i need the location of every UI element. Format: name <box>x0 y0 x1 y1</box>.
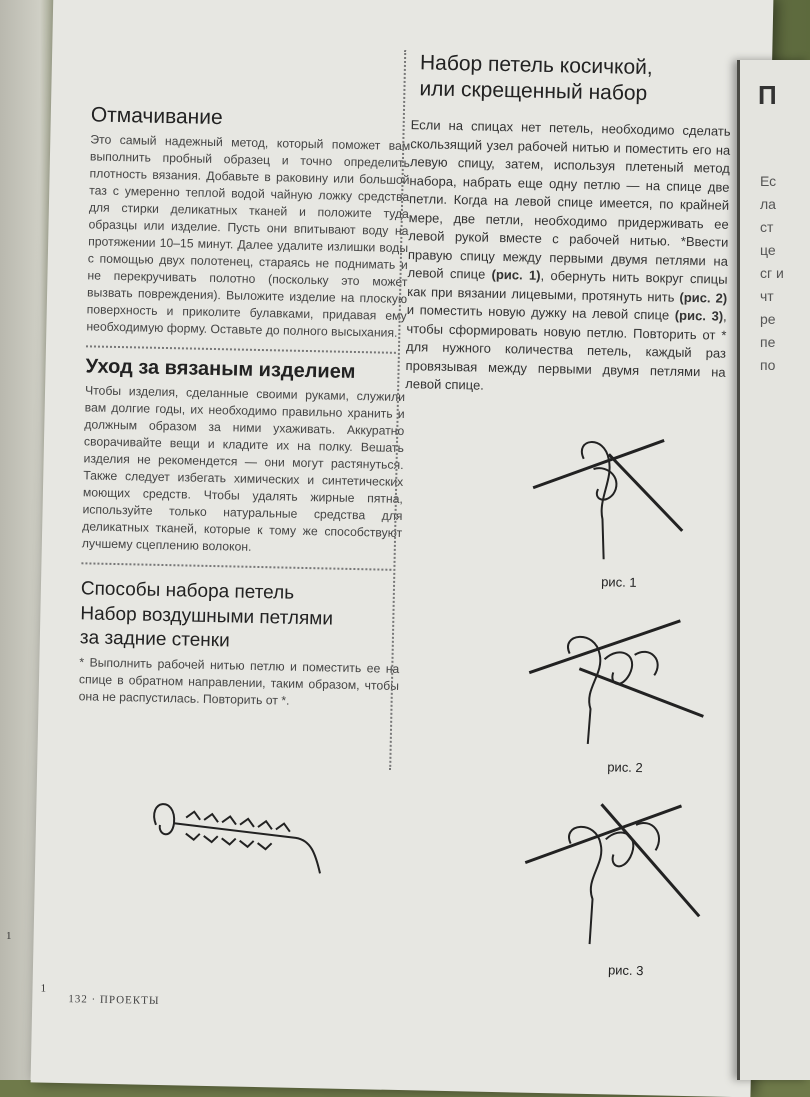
margin-mark: 1 <box>40 982 47 995</box>
margin-mark: 1 <box>6 930 12 942</box>
figure-2-illustration <box>508 612 721 756</box>
paragraph-part-c: и поместить новую дужку на левой спице <box>406 302 675 323</box>
paragraph-otmachivanie: Это самый надежный метод, который поможет вам выполнить пробный образец и точно определить плотность вязания. Добавьте в раковину или большой таз с умеренно теплой водой чайную ложку средства для стирки деликатных тканей и положите туда образцы или изделие. Пусть они впитывают воду на протяжении 10–15 минут. Далее удалите излишки воды с помощью двух полотенец, стараясь не поднимать и не перекручивать полотно (поскольку это может вызвать повреждения). Выложите изделие на плоскую поверхность и приколите булавками, придавая ему необходимую форму. Оставьте до полного высыхания. <box>86 132 411 340</box>
figure-1-caption: рис. 1 <box>601 574 637 590</box>
paragraph-kosichkoy <box>405 116 731 400</box>
next-page-text-fragment: Ес ла ст це сг и чт ре пе по <box>760 173 784 373</box>
paragraph-part-d: , чтобы сформировать новую петлю. Повторить от * для нужного количества петель, каждый раз провязывая между первыми двумя петлями на левой спице. <box>405 308 727 393</box>
next-page-edge <box>737 60 810 1080</box>
figure-ref-3: (рис. 3) <box>674 307 724 324</box>
page-footer <box>68 993 159 1007</box>
figure-3-caption: рис. 3 <box>607 962 644 979</box>
paragraph-vozdushnymi: * Выполнить рабочей нитью петлю и поместить ее на спице в обратном направлении, таким образом, чтобы она не распустилась. Повторить от *. <box>78 655 400 708</box>
subheading-line-2: за задние стенки <box>79 627 230 652</box>
page-number: 132 <box>68 993 88 1006</box>
dotted-divider <box>81 562 391 570</box>
figure-ref-2: (рис. 2) <box>679 289 728 306</box>
footer-separator: · <box>91 993 97 1006</box>
heading-uhod: Уход за вязаным изделием <box>85 355 356 383</box>
figure-3-illustration <box>503 792 716 956</box>
figure-ref-1: (рис. 1) <box>491 266 541 283</box>
footer-section: ПРОЕКТЫ <box>99 993 160 1008</box>
heading-line-2: или скрещенный набор <box>419 77 648 106</box>
paragraph-part-a: Если на спицах нет петель, необходимо сделать скользящий узел рабочей нитью и поместить его на левую спицу, затем, используя плетеный метод набора, набрать еще одну петлю — на спице две петли. Когда на левой спице имеется, по крайней мере, две петли, необходимо придерживать ее левой рукой вместе с рабочей нитью. *Ввести правую спицу между первыми двумя петлями на левой спице <box>407 117 731 282</box>
subheading-line-1: Набор воздушными петлями <box>80 603 334 630</box>
heading-otmachivanie: Отмачивание <box>90 103 223 130</box>
book-page <box>31 0 774 1097</box>
subheading-vozdushnymi <box>80 602 401 657</box>
next-page-title-fragment: П <box>758 80 777 110</box>
left-column <box>78 93 411 712</box>
chain-stitch-illustration <box>145 795 337 879</box>
right-column <box>405 50 732 400</box>
paragraph-part-b: , обернуть нить вокруг спицы как при вязании лицевыми, протянуть нить <box>407 267 728 305</box>
dotted-divider <box>86 345 396 353</box>
heading-kosichkoy <box>419 50 732 109</box>
heading-line-1: Набор петель косичкой, <box>419 51 653 80</box>
figure-2-caption: рис. 2 <box>607 759 643 776</box>
paragraph-uhod: Чтобы изделия, сделанные своими руками, служили вам долгие годы, их необходимо правильно хранить и должным образом за ними ухаживать. Аккуратно сворачивайте вещи и кладите их на полку. Вешать изделия не рекомендется — они могут растянуться. Также следует избегать химических и синтетических моющих средств. Чтобы удалять жирные пятна, используйте только натуральные средства для деликатных тканей, которые к тому же способствуют лучшему сцеплению волокон. <box>81 383 406 554</box>
figure-1-illustration <box>511 417 714 571</box>
heading-sposoby: Способы набора петель <box>80 578 295 604</box>
